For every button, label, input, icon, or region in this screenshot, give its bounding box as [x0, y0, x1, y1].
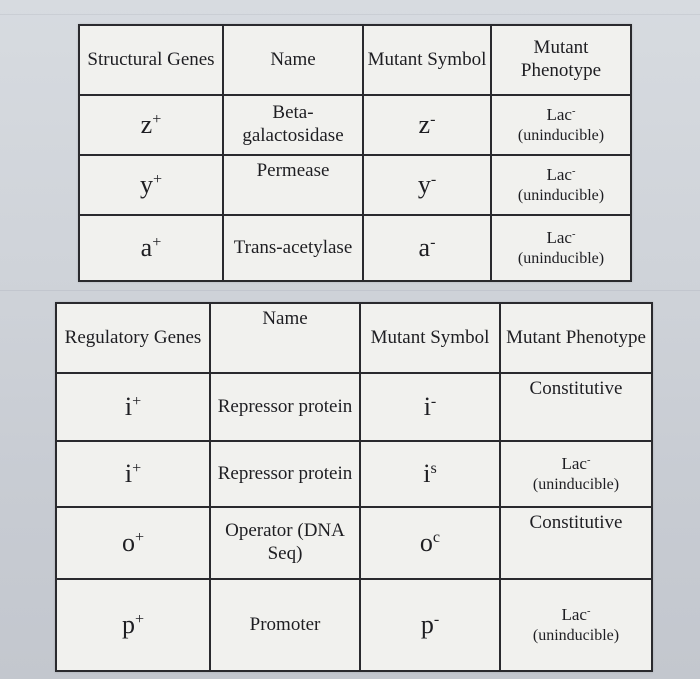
header-name: Name	[210, 303, 360, 373]
gene-cell: i+	[56, 373, 210, 441]
table-row	[79, 95, 631, 155]
table-row	[56, 373, 652, 441]
gene-cell: y+	[79, 155, 223, 215]
gene-name-cell: Repressor protein	[210, 441, 360, 507]
mutant-symbol-cell: y-	[363, 155, 491, 215]
mutant-symbol-cell: p-	[360, 579, 500, 671]
table-row	[79, 155, 631, 215]
background-text-line	[0, 290, 700, 291]
table-row	[56, 507, 652, 579]
header-name: Name	[223, 25, 363, 95]
mutant-phenotype-cell: Lac- (uninducible)	[491, 95, 631, 155]
mutant-phenotype-cell: Lac- (uninducible)	[500, 579, 652, 671]
gene-name-cell: Operator (DNA Seq)	[210, 507, 360, 579]
background-text-line	[0, 14, 700, 15]
gene-name-cell: Permease	[223, 155, 363, 215]
gene-cell: o+	[56, 507, 210, 579]
header-mutant-phenotype: Mutant Phenotype	[491, 25, 631, 95]
table-row	[79, 215, 631, 281]
gene-name-cell: Beta-galactosidase	[223, 95, 363, 155]
gene-name-cell: Trans-acetylase	[223, 215, 363, 281]
structural-genes-table	[78, 24, 632, 282]
mutant-symbol-cell: i-	[360, 373, 500, 441]
mutant-phenotype-cell: Lac- (uninducible)	[500, 441, 652, 507]
mutant-symbol-cell: a-	[363, 215, 491, 281]
header-structural-genes: Structural Genes	[79, 25, 223, 95]
mutant-symbol-cell: z-	[363, 95, 491, 155]
gene-cell: i+	[56, 441, 210, 507]
header-mutant-phenotype: Mutant Phenotype	[500, 303, 652, 373]
mutant-symbol-cell: $o^c$	[360, 507, 500, 579]
mutant-phenotype-cell: Lac- (uninducible)	[491, 215, 631, 281]
header-mutant-symbol: Mutant Symbol	[363, 25, 491, 95]
gene-name-cell: Promoter	[210, 579, 360, 671]
gene-cell: z+	[79, 95, 223, 155]
mutant-phenotype-cell: Lac- (uninducible)	[491, 155, 631, 215]
gene-cell: a+	[79, 215, 223, 281]
regulatory-genes-table	[55, 302, 653, 672]
mutant-phenotype-cell: Constitutive	[500, 507, 652, 579]
header-mutant-symbol: Mutant Symbol	[360, 303, 500, 373]
mutant-symbol-cell: $i^s$	[360, 441, 500, 507]
mutant-phenotype-cell: Constitutive	[500, 373, 652, 441]
gene-name-cell: Repressor protein	[210, 373, 360, 441]
table-header-row	[79, 25, 631, 95]
gene-cell: p+	[56, 579, 210, 671]
table-row	[56, 441, 652, 507]
table-header-row	[56, 303, 652, 373]
table-row	[56, 579, 652, 671]
header-regulatory-genes: Regulatory Genes	[56, 303, 210, 373]
